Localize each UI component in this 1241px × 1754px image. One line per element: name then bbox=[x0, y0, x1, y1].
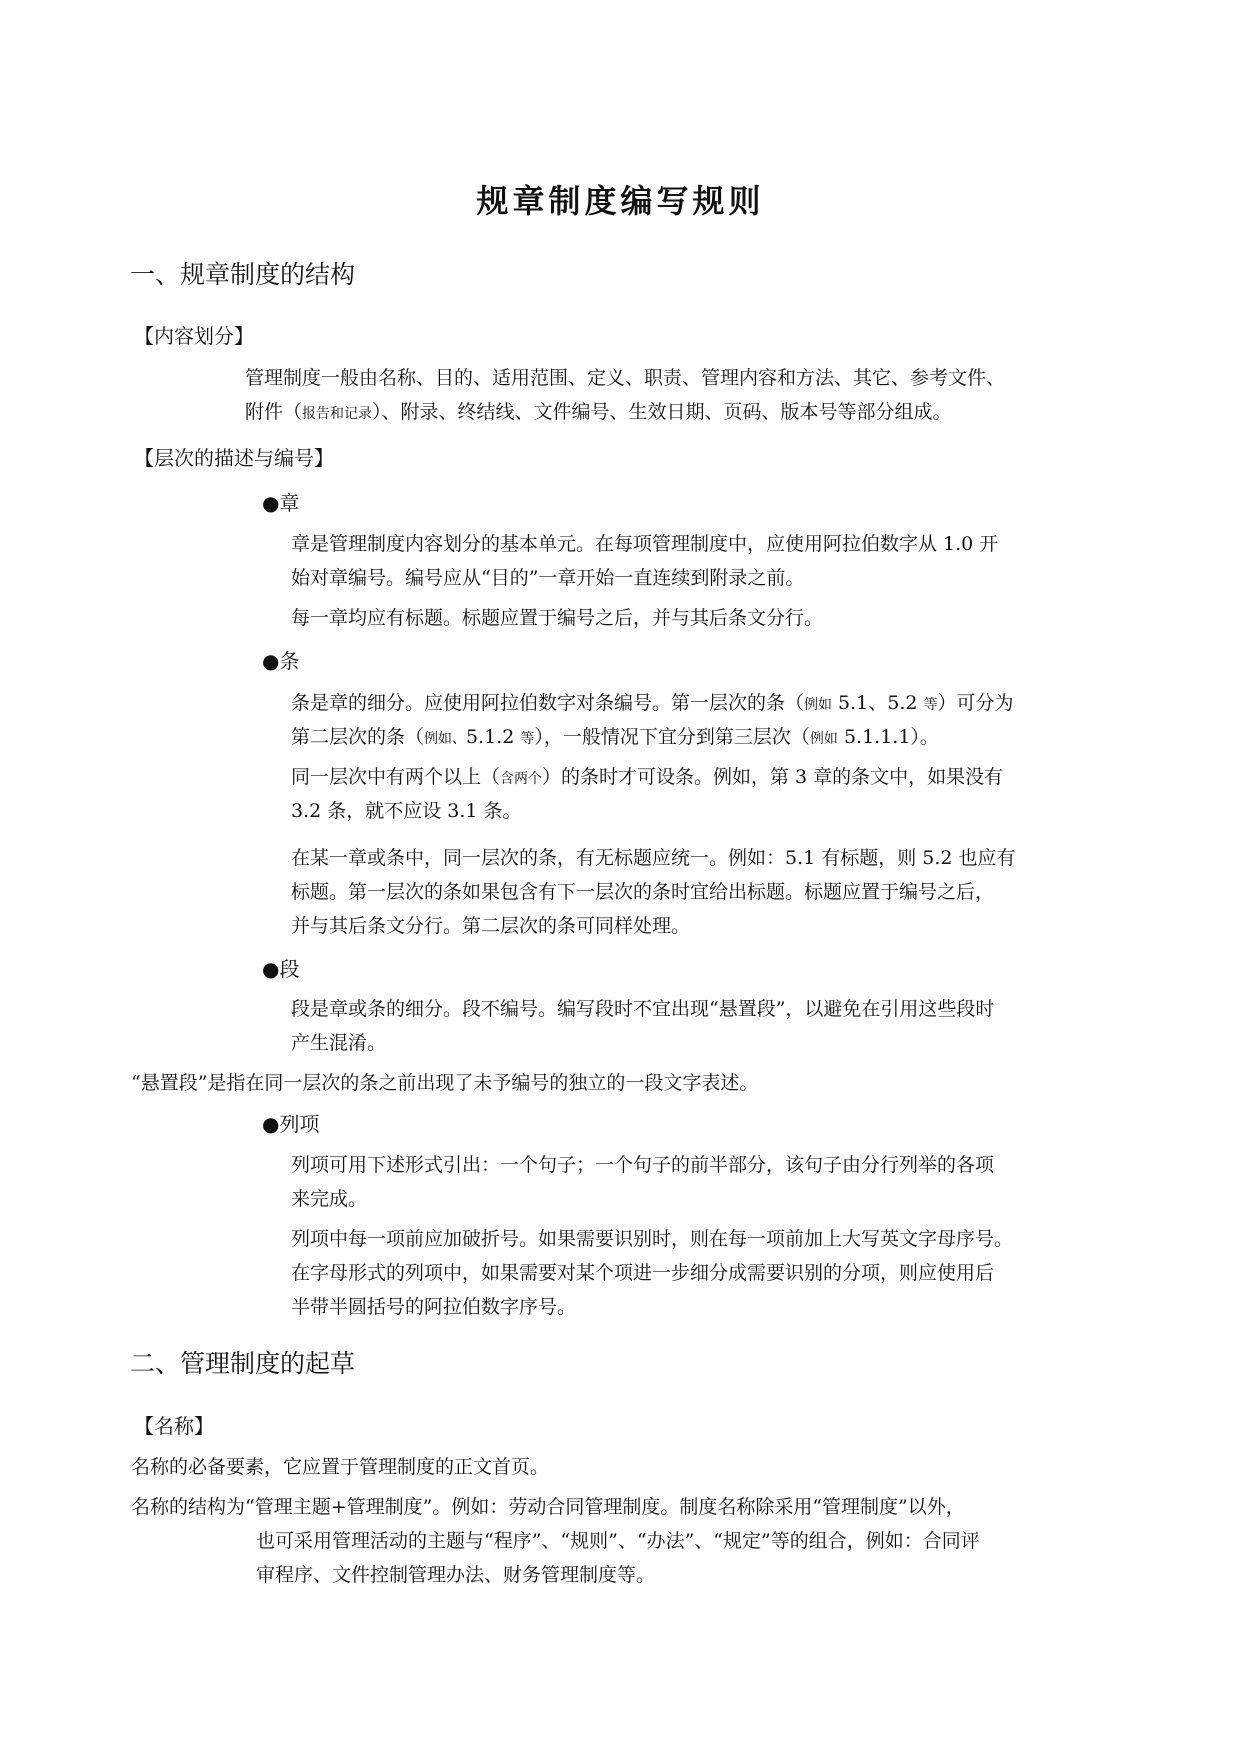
clause-text-line-3: 同一层次中有两个以上（含两个）的条时才可设条。例如，第 3 章的条文中，如果没有 bbox=[291, 766, 1004, 788]
chapter-text-line-1: 章是管理制度内容划分的基本单元。在每项管理制度中，应使用阿拉伯数字从 1.0 开 bbox=[291, 533, 999, 555]
content-division-line-2: 附件（报告和记录）、附录、终结线、文件编号、生效日期、页码、版本号等部分组成。 bbox=[245, 401, 952, 423]
clause-label: ●条 bbox=[262, 649, 300, 673]
paragraph-label: ●段 bbox=[262, 957, 300, 981]
list-item-text-line-2: 来完成。 bbox=[291, 1188, 368, 1210]
paragraph-text-line-1: 段是章或条的细分。段不编号。编写段时不宜出现“悬置段”，以避免在引用这些段时 bbox=[291, 998, 995, 1020]
clause-text-line-4: 3.2 条，就不应设 3.1 条。 bbox=[291, 800, 522, 822]
name-text-line-4: 审程序、文件控制管理办法、财务管理制度等。 bbox=[256, 1564, 656, 1586]
list-item-label: ●列项 bbox=[262, 1112, 320, 1136]
clause-text-line-2: 第二层次的条（例如、5.1.2 等），一般情况下宜分到第三层次（例如 5.1.1.1）。 bbox=[291, 726, 939, 748]
list-item-text-line-1: 列项可用下述形式引出：一个句子；一个句子的前半部分，该句子由分行列举的各项 bbox=[291, 1154, 995, 1176]
clause-text-line-5: 在某一章或条中，同一层次的条，有无标题应统一。例如：5.1 有标题，则 5.2 也应有 bbox=[291, 847, 1016, 869]
hierarchy-heading: 【层次的描述与编号】 bbox=[134, 446, 334, 470]
list-item-text-line-5: 半带半圆括号的阿拉伯数字序号。 bbox=[291, 1296, 577, 1318]
section-1-heading: 一、规章制度的结构 bbox=[130, 260, 356, 289]
name-heading: 【名称】 bbox=[134, 1414, 214, 1438]
content-division-heading: 【内容划分】 bbox=[134, 324, 254, 348]
list-item-text-line-3: 列项中每一项前应加破折号。如果需要识别时，则在每一项前加上大写英文字母序号。 bbox=[291, 1228, 1014, 1250]
document-title: 规章制度编写规则 bbox=[476, 182, 765, 220]
clause-text-line-1: 条是章的细分。应使用阿拉伯数字对条编号。第一层次的条（例如 5.1、5.2 等）可分为 bbox=[291, 692, 1014, 714]
chapter-text-line-2: 始对章编号。编号应从“目的”一章开始一直连续到附录之前。 bbox=[291, 567, 805, 589]
dangling-paragraph-note: “悬置段”是指在同一层次的条之前出现了未予编号的独立的一段文字表述。 bbox=[131, 1072, 759, 1094]
chapter-label: ●章 bbox=[262, 491, 300, 515]
clause-text-line-6: 标题。第一层次的条如果包含有下一层次的条时宜给出标题。标题应置于编号之后， bbox=[291, 881, 995, 903]
name-text-line-1: 名称的必备要素，它应置于管理制度的正文首页。 bbox=[131, 1456, 550, 1478]
chapter-text-paragraph-2: 每一章均应有标题。标题应置于编号之后，并与其后条文分行。 bbox=[291, 607, 824, 629]
name-text-line-2: 名称的结构为“管理主题+管理制度”。例如：劳动合同管理制度。制度名称除采用“管理制度”以外， bbox=[131, 1496, 965, 1518]
list-item-text-line-4: 在字母形式的列项中，如果需要对某个项进一步细分成需要识别的分项，则应使用后 bbox=[291, 1262, 995, 1284]
name-text-line-3: 也可采用管理活动的主题与“程序”、“规则”、“办法”、“规定”等的组合，例如：合同评 bbox=[256, 1530, 980, 1552]
paragraph-text-line-2: 产生混淆。 bbox=[291, 1032, 387, 1054]
content-division-line-1: 管理制度一般由名称、目的、适用范围、定义、职责、管理内容和方法、其它、参考文件、 bbox=[245, 367, 1006, 389]
clause-text-line-7: 并与其后条文分行。第二层次的条可同样处理。 bbox=[291, 915, 691, 937]
section-2-heading: 二、管理制度的起草 bbox=[130, 1349, 356, 1378]
